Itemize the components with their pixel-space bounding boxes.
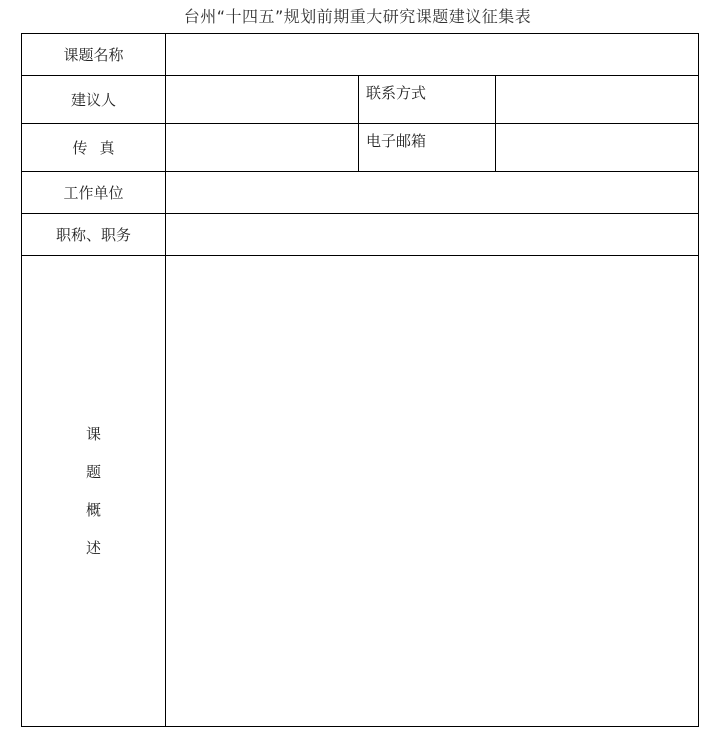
proposal-form-table bbox=[21, 33, 699, 727]
title-position-label: 职称、职务 bbox=[22, 214, 166, 256]
overview-label-char: 述 bbox=[85, 538, 101, 557]
row-work-unit bbox=[22, 172, 699, 214]
row-topic-name bbox=[22, 34, 699, 76]
document-title: 台州“十四五”规划前期重大研究课题建议征集表 bbox=[183, 7, 532, 26]
overview-label-char: 概 bbox=[85, 500, 101, 519]
title-position-field[interactable] bbox=[166, 214, 699, 256]
topic-name-field[interactable] bbox=[166, 34, 699, 76]
contact-label: 联系方式 bbox=[359, 76, 496, 124]
contact-field[interactable] bbox=[496, 76, 699, 124]
email-label: 电子邮箱 bbox=[359, 124, 496, 172]
work-unit-label: 工作单位 bbox=[22, 172, 166, 214]
email-field[interactable] bbox=[496, 124, 699, 172]
overview-label-char: 课 bbox=[85, 424, 101, 443]
row-overview bbox=[22, 256, 699, 727]
proposer-field[interactable] bbox=[166, 76, 359, 124]
topic-name-label: 课题名称 bbox=[22, 34, 166, 76]
work-unit-field[interactable] bbox=[166, 172, 699, 214]
row-fax bbox=[22, 124, 699, 172]
overview-label-char: 题 bbox=[85, 462, 101, 481]
overview-label-cell bbox=[22, 256, 166, 727]
overview-field[interactable] bbox=[166, 256, 699, 727]
proposer-label: 建议人 bbox=[22, 76, 166, 124]
fax-field[interactable] bbox=[166, 124, 359, 172]
fax-label: 传真 bbox=[72, 139, 127, 157]
fax-label-cell bbox=[22, 124, 166, 172]
row-title-position bbox=[22, 214, 699, 256]
row-proposer bbox=[22, 76, 699, 124]
overview-label bbox=[22, 423, 165, 560]
